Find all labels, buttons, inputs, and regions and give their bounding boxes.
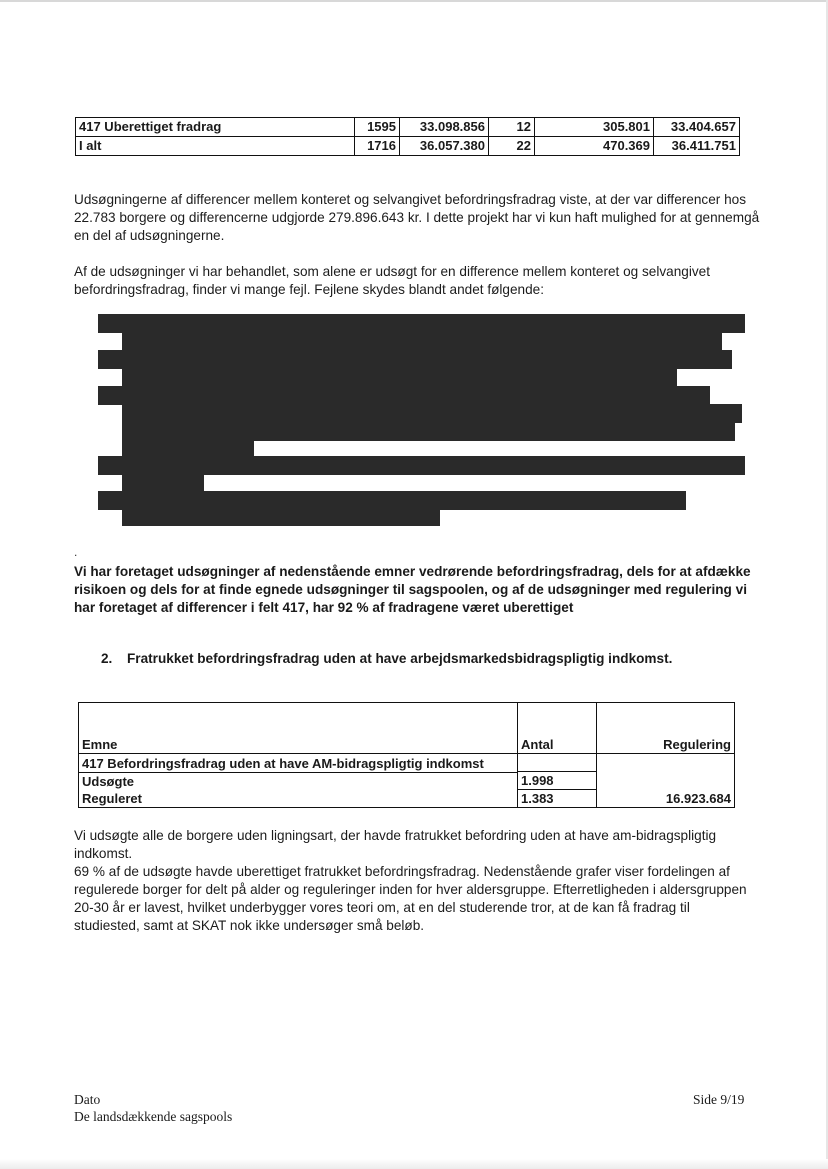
table-cell: 417 Uberettiget fradrag bbox=[76, 118, 355, 137]
table-cell: 33.098.856 bbox=[400, 118, 489, 137]
paragraph-summary: Vi har foretaget udsøgninger af nedenstående emner vedrørende befordringsfradrag, dels for at afdække risikoen og dels for at finde egnede udsøgninger til sagspoolen, og af de udsøgninger med regulering vi har foretaget af differencer i felt 417, har 92 % af fradragene været uberettiget bbox=[74, 564, 751, 615]
header-regulering: Regulering bbox=[597, 703, 735, 754]
footer-date-label: Dato bbox=[74, 1092, 101, 1107]
table-header-row bbox=[79, 703, 735, 754]
table-cell: 1716 bbox=[355, 137, 400, 156]
footer-left bbox=[74, 1091, 232, 1125]
redaction-bar bbox=[122, 508, 440, 526]
table-cell: 33.404.657 bbox=[654, 118, 740, 137]
redaction-bar bbox=[122, 332, 722, 351]
table-cell: 1595 bbox=[355, 118, 400, 137]
paragraph-age-groups: Vi udsøgte alle de borgere uden ligningsart, der havde fratrukket befordring uden at have am-bidragspligtig indkomst. 69 % af de udsøgte havde uberettiget fratrukket befordringsfradrag. Nedenstående grafer viser fordelingen af regulerede borger for delt på alder og reguleringer inden for hver aldersgruppe. Efterretligheden i aldersgruppen 20-30 år er lavest, hvilket underbygger vores teori om, at en del studerende tror, at de kan få fradrag til studiested, samt at SKAT nok ikke undersøger små beløb. bbox=[74, 828, 747, 933]
page-edge bbox=[0, 0, 828, 2]
table-cell: 12 bbox=[489, 118, 535, 137]
redaction-bar bbox=[98, 386, 710, 405]
redaction-bar bbox=[122, 404, 742, 423]
table-cell: 1.998 bbox=[518, 754, 597, 790]
table-cell: Reguleret bbox=[79, 790, 518, 808]
table-cell: I alt bbox=[76, 137, 355, 156]
paragraph-differences: Udsøgningerne af differencer mellem konteret og selvangivet befordringsfradrag viste, at der var differencer hos 22.783 borgere og differencerne udgjorde 279.896.643 kr. I dette projekt har vi kun haft mulighed for at gennemgå en del af udsøgningerne. bbox=[74, 192, 760, 243]
section-number: 2. bbox=[101, 651, 113, 666]
paragraph-errors: Af de udsøgninger vi har behandlet, som alene er udsøgt for en difference mellem konteret og selvangivet befordringsfradrag, finder vi mange fejl. Fejlene skydes blandt andet følgende: bbox=[74, 264, 710, 297]
table-cell: 470.369 bbox=[535, 137, 654, 156]
emne-table bbox=[78, 702, 735, 808]
table-row bbox=[76, 137, 740, 156]
header-emne: Emne bbox=[79, 703, 518, 754]
footer-org: De landsdækkende sagspools bbox=[74, 1109, 233, 1124]
redaction-bar bbox=[98, 456, 745, 475]
table-cell: 417 Befordringsfradrag uden at have AM-bidragspligtig indkomst Udsøgte bbox=[79, 754, 518, 790]
table-row bbox=[79, 754, 735, 790]
redaction-bar bbox=[98, 314, 745, 333]
table-cell: 36.411.751 bbox=[654, 137, 740, 156]
table-cell: 1.383 bbox=[518, 790, 597, 808]
table-cell: 22 bbox=[489, 137, 535, 156]
page-number: Side 9/19 bbox=[693, 1092, 745, 1107]
redaction-bar bbox=[122, 422, 735, 441]
section-heading bbox=[101, 651, 672, 666]
section-title: Fratrukket befordringsfradrag uden at have arbejdsmarkedsbidragspligtig indkomst. bbox=[127, 651, 673, 666]
header-antal: Antal bbox=[518, 703, 597, 754]
redaction-bar bbox=[98, 350, 732, 369]
table-cell: 305.801 bbox=[535, 118, 654, 137]
summary-table bbox=[75, 117, 740, 156]
redaction-bar bbox=[122, 368, 677, 387]
bullet: . bbox=[74, 545, 78, 559]
table-cell bbox=[597, 754, 735, 790]
page-edge bbox=[0, 1159, 828, 1169]
table-cell: 36.057.380 bbox=[400, 137, 489, 156]
table-row bbox=[76, 118, 740, 137]
table-cell: 16.923.684 bbox=[597, 790, 735, 808]
table-row bbox=[79, 790, 735, 808]
